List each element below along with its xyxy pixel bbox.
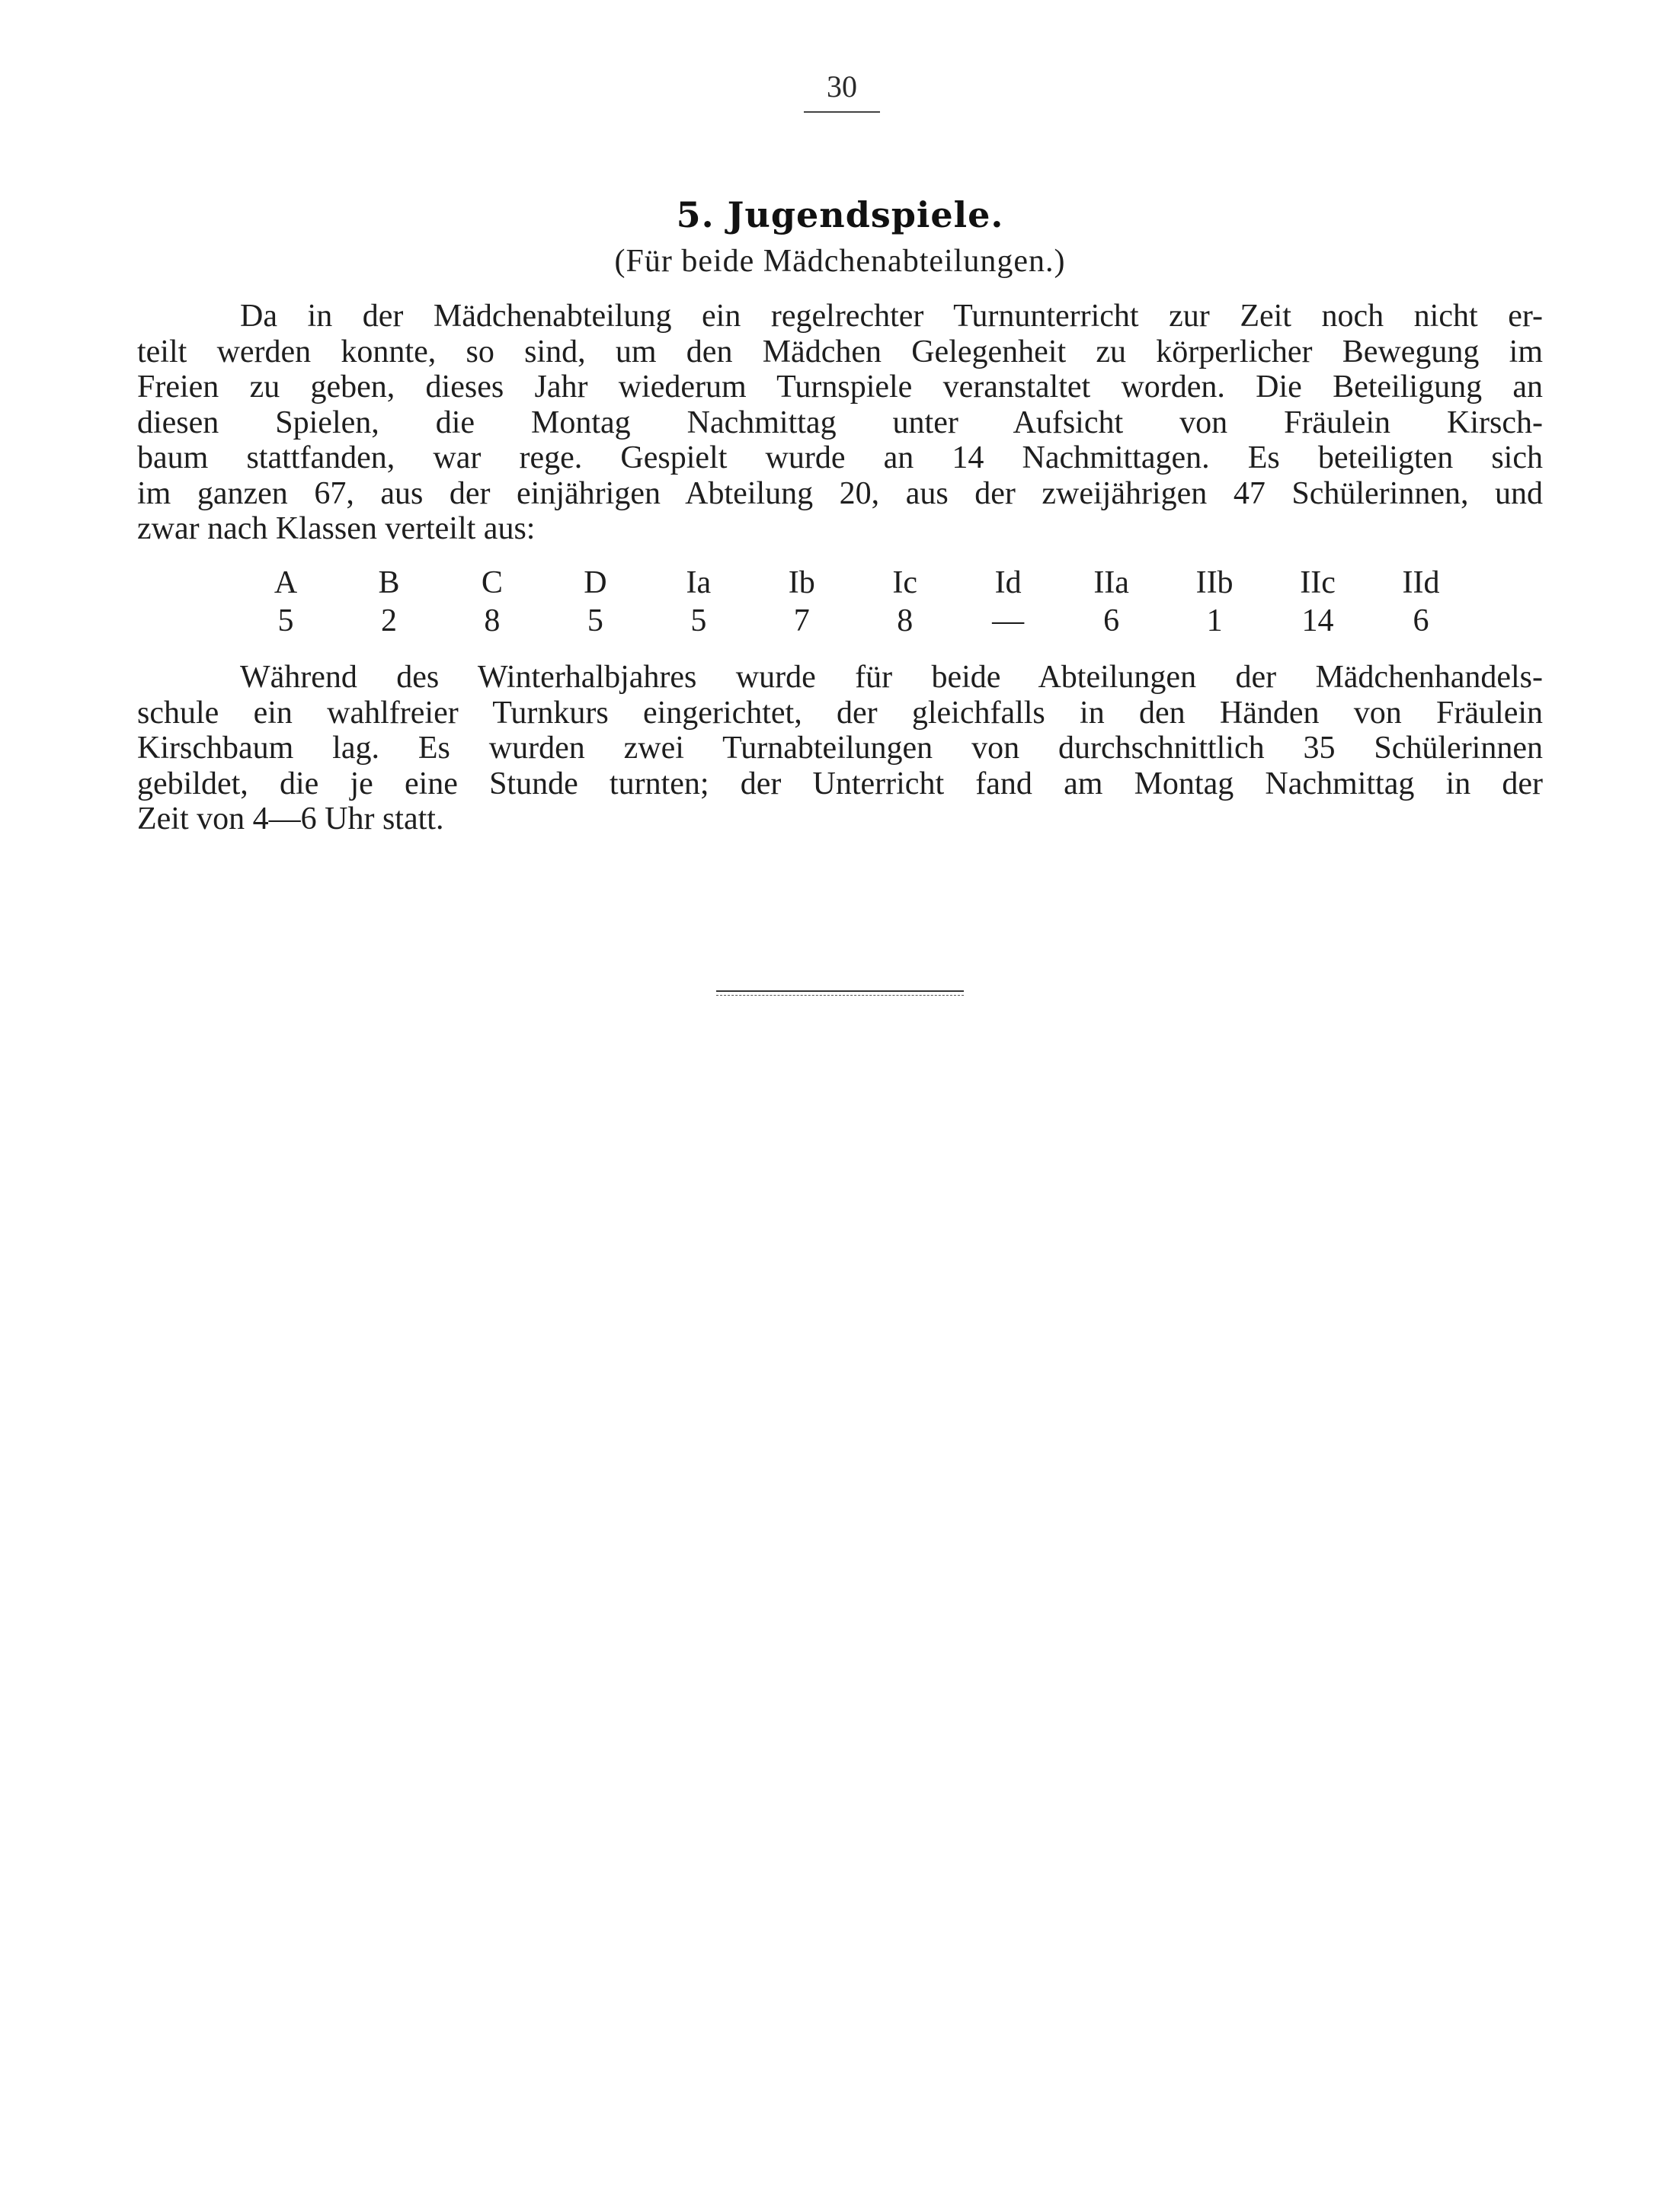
class-count: 6 [1413, 603, 1429, 638]
class-label: A [274, 565, 298, 600]
paragraph-line: Da in der Mädchenabteilung ein regelrechter Turnunterricht zur Zeit noch nicht er- [240, 299, 1543, 334]
paragraph-youth-games [137, 299, 1543, 547]
class-count: — [992, 603, 1025, 638]
class-label: Ib [788, 565, 815, 600]
class-count: 2 [380, 603, 397, 638]
class-label: D [584, 565, 607, 600]
class-header-row [251, 564, 1455, 602]
section-end-rule [716, 990, 964, 992]
class-label: B [378, 565, 400, 600]
class-count: 8 [484, 603, 501, 638]
class-count: 7 [793, 603, 810, 638]
paragraph-line: Freien zu geben, dieses Jahr wiederum Turnspiele veranstaltet worden. Die Beteiligung an [137, 369, 1543, 405]
class-count: 5 [587, 603, 603, 638]
section-title: 5. Jugendspiele. [676, 194, 1004, 235]
class-label: IIb [1195, 565, 1234, 600]
class-count-row [251, 602, 1455, 640]
class-label: Ic [892, 565, 918, 600]
paragraph-line: teilt werden konnte, so sind, um den Mädchen Gelegenheit zu körperlicher Bewegung im [137, 334, 1543, 369]
paragraph-line: im ganzen 67, aus der einjährigen Abteilung 20, aus der zweijährigen 47 Schülerinnen, und [137, 475, 1543, 511]
class-label: IIa [1093, 565, 1129, 600]
paragraph-line: Zeit von 4—6 Uhr statt. [137, 801, 444, 836]
paragraph-line: Kirschbaum lag. Es wurden zwei Turnabteilungen von durchschnittlich 35 Schülerinnen [137, 731, 1543, 766]
paragraph-line: zwar nach Klassen verteilt aus: [137, 511, 536, 546]
paragraph-line: baum stattfanden, war rege. Gespielt wurde an 14 Nachmittagen. Es beteiligten sich [137, 440, 1543, 475]
class-distribution-table [251, 564, 1455, 640]
class-count: 8 [897, 603, 914, 638]
class-label: IId [1402, 565, 1440, 600]
paragraph-line: schule ein wahlfreier Turnkurs eingerichtet, der gleichfalls in den Händen von Fräulein [137, 695, 1543, 731]
class-count: 6 [1103, 603, 1120, 638]
paragraph-winter-gym-course [137, 660, 1543, 837]
section-subtitle: (Für beide Mädchenabteilungen.) [614, 244, 1066, 279]
section-end-rule-dashed [716, 995, 964, 996]
class-count: 14 [1301, 603, 1334, 638]
class-count: 5 [277, 603, 294, 638]
class-label: C [481, 565, 503, 600]
paragraph-line: diesen Spielen, die Montag Nachmittag unter Aufsicht von Fräulein Kirsch- [137, 405, 1543, 440]
class-label: IIc [1300, 565, 1336, 600]
class-count: 1 [1206, 603, 1223, 638]
paragraph-line: Während des Winterhalbjahres wurde für beide Abteilungen der Mädchenhandels- [240, 660, 1543, 695]
class-label: Ia [686, 565, 712, 600]
page-number: 30 [827, 69, 857, 104]
class-count: 5 [690, 603, 707, 638]
page-number-rule [804, 111, 880, 113]
paragraph-line: gebildet, die je eine Stunde turnten; der Unterricht fand am Montag Nachmittag in der [137, 766, 1543, 801]
class-label: Id [994, 565, 1022, 600]
